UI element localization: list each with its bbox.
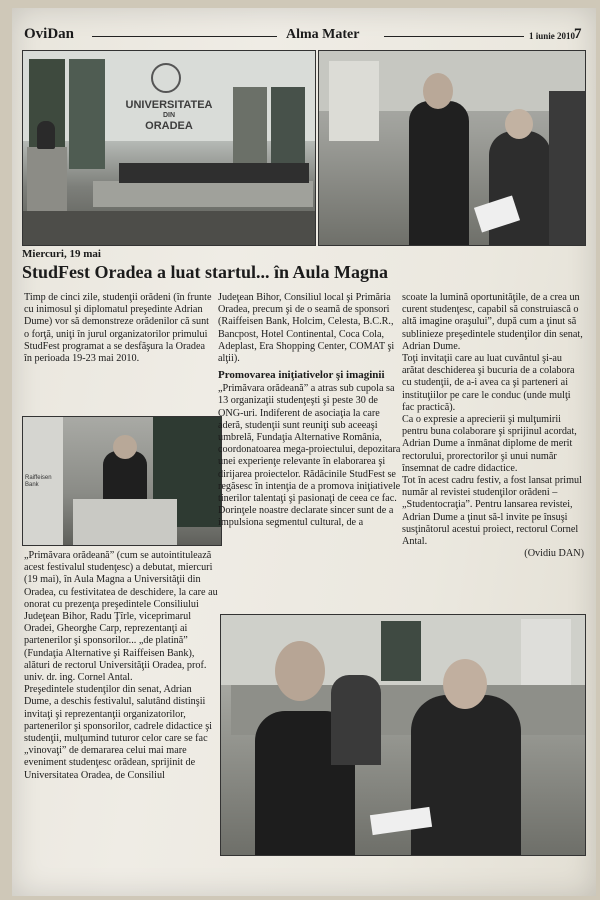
photo-speaker-podium (22, 416, 222, 546)
article-column-3 (402, 292, 584, 560)
article-byline: (Ovidiu DAN) (524, 548, 584, 560)
header-rule-right (384, 36, 524, 37)
issue-date: 1 iunie 2010 (529, 31, 576, 41)
article-dateline: Miercuri, 19 mai (22, 248, 101, 260)
paragraph: „Primăvara orădeană” (cum se autointitulează acest festivalul studenţesc) a debutat, miercuri (19 mai), în Aula Magna a Universităţii din Oradea, cu festivitatea de deschidere, la care au onorat cu prezenţa preşedintele Consiliului Judeţean Bihor, Radu Ţîrle, viceprimarul Oradei, Gheorghe Carp, reprezentanţi ai partenerilor şi sponsorilor... „de platină” (Fundaţia Alternative şi Raiffeisen Bank), alături de rectorul Universităţii Oradea, prof. univ. dr. ing. Cornel Antal. (24, 550, 218, 684)
banner-line-1: UNIVERSITATEA (125, 99, 213, 111)
article-column-1-top (24, 292, 212, 365)
paragraph: Toţi invitaţii care au luat cuvântul şi-au arătat deschiderea şi bucuria de a colabora cu studenţii, de a-i avea ca şi parteneri ai instituţiilor pe care le conduc (unde mulţi fac practică). (402, 353, 575, 413)
banner-line-3: ORADEA (145, 120, 193, 132)
page-number: 7 (574, 26, 582, 42)
newspaper-page (12, 8, 596, 896)
banner-text (109, 99, 229, 133)
paragraph: „Primăvara orădeană” a atras sub cupola sa 13 organizaţii studenţeşti şi peste 30 de ONG-uri. Indiferent de asociaţia la care aderă, studenţii sunt reuniţi sub aceeaşi umbrelă, Fundaţia Alternative România, coordonatoarea mega-proiectului, depozitara unei experienţe relevante în elaborarea şi dirijarea proiectelor. Rădăcinile StudFest se regăsesc în intenţia de a promova iniţiativele tinerilor talentaţi şi pasionaţi de ceea ce fac. Dorinţele noastre declarate sincer sunt de a impulsiona segmentul cultural, de a (218, 383, 401, 529)
photo-award-handshake (318, 50, 586, 246)
photo-ceremony-stage (22, 50, 316, 246)
banner-line-2: DIN (162, 112, 176, 119)
page-header (24, 26, 586, 46)
paragraph: Judeţean Bihor, Consiliul local şi Primăria Oradea, precum şi de o seamă de sponsori (Raiffeisen Bank, Holcim, Celesta, B.C.R., Bancpost, Hotel Continental, Coca Cola, Adeplast, Era Shopping Center, COMAT şi alţii). (218, 292, 395, 365)
paragraph: scoate la lumină oportunităţile, de a crea un curent studenţesc, capabil să construiască o altă imagine oraşului”, după cum a ţinut să sublinieze preşedintele studenţilor din senat, Adrian Dume. (402, 292, 583, 352)
paragraph: Timp de cinci zile, studenţii orădeni (în frunte cu inimosul şi diplomatul preşedinte Adrian Dume) vor să demonstreze orădenilor că sunt o forţă, uniţi în jurul organizatorilor primului StudFest programat a se desfăşura la Oradea în perioada 19-23 mai 2010. (24, 292, 212, 365)
paragraph: Tot în acest cadru festiv, a fost lansat primul număr al revistei studenţilor orădeni – „Studentocraţia”. Pentru lansarea revistei, Adrian Dume a ţinut să-l invite pe însuşi susţinătorul acestui proiect, rectorul Cornel Antal. (402, 475, 582, 548)
section-name: Alma Mater (286, 27, 360, 42)
article-column-1-bottom (24, 550, 218, 782)
article-headline: StudFest Oradea a luat startul... în Aula Magna (22, 262, 389, 282)
publication-name: OviDan (24, 26, 75, 42)
header-rule-left (92, 36, 277, 37)
article-column-2 (218, 292, 402, 530)
paragraph: Preşedintele studenţilor din senat, Adrian Dume, a deschis festivalul, salutând distinşii invitaţi şi reprezentanţii organizatorilor, partenerilor şi sponsorilor, cadrele didactice şi studenţii, mulţumind tuturor celor care se fac „vinovaţi” de demararea celui mai mare eveniment studenţesc orădean, sprijinit de Universitatea Oradea, de Consiliul (24, 684, 212, 781)
paragraph: Ca o expresie a aprecierii şi mulţumirii pentru buna colaborare şi sprijinul acordat, Adrian Dume a înmânat diplome de merit rectorului, prorectorilor şi unui număr însemnat de cadre didactice. (402, 414, 577, 474)
article-subheading: Promovarea iniţiativelor şi imaginii (218, 369, 385, 382)
poster-text: Raiffeisen Bank (25, 475, 52, 488)
photo-diploma-handover (220, 614, 586, 856)
